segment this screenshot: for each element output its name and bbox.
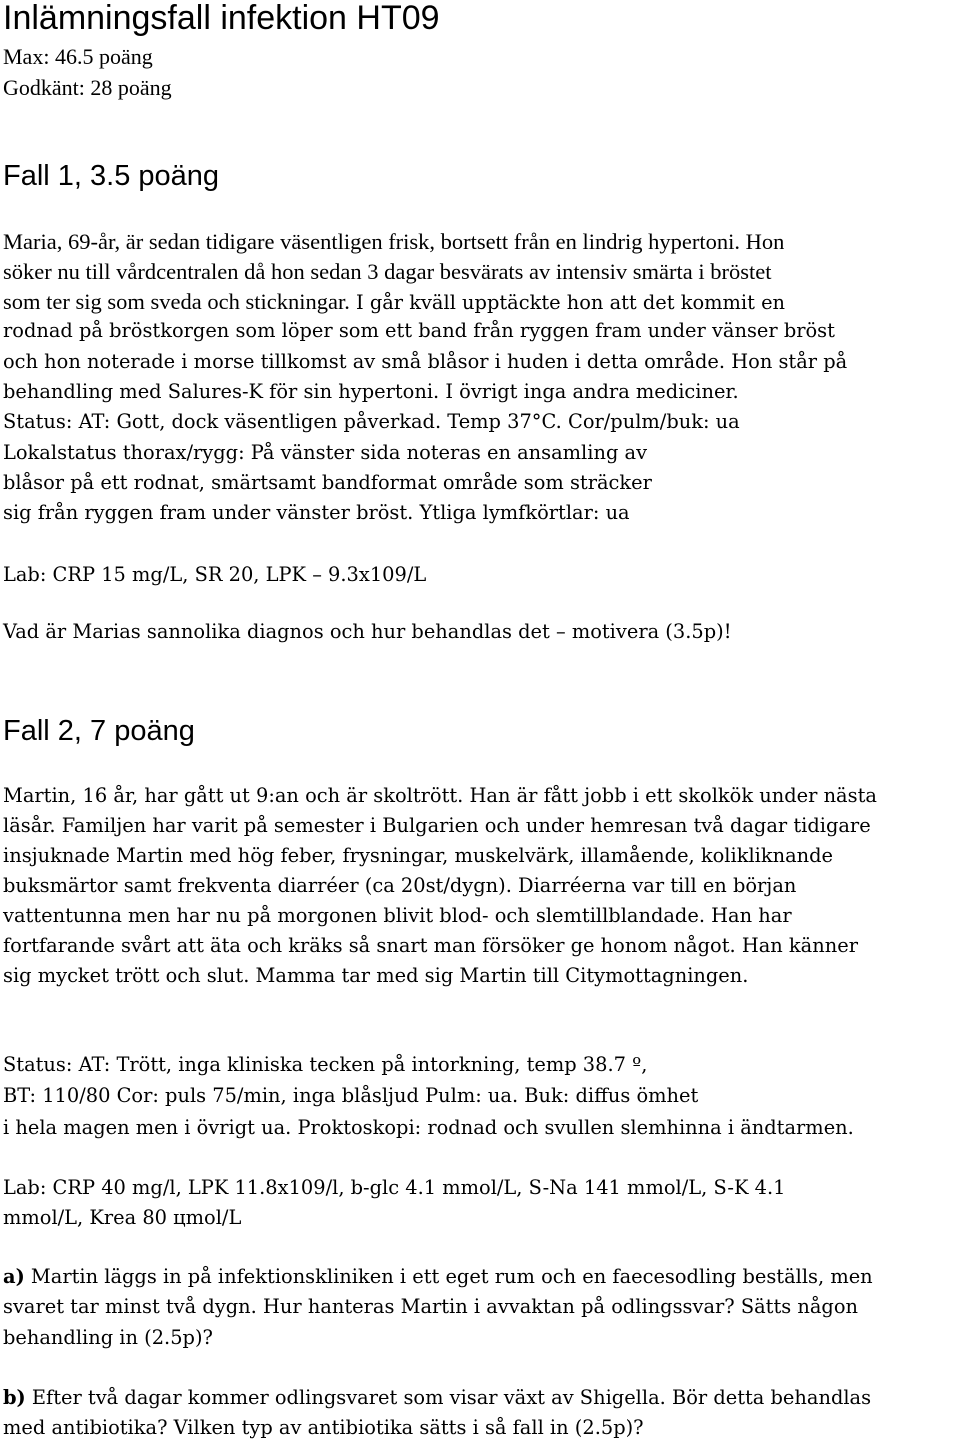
case1-mixed-line bbox=[3, 291, 785, 314]
case2-question-b-line: med antibiotika? Vilken typ av antibiotika sätts i så fall in (2.5p)? bbox=[3, 1416, 644, 1439]
case1-lab: Lab: CRP 15 mg/L, SR 20, LPK – 9.3x109/L bbox=[3, 563, 427, 586]
case2-intro-line: buksmärtor samt frekventa diarréer (ca 20st/dygn). Diarréerna var till en början bbox=[3, 874, 797, 897]
case2-question-a-line bbox=[3, 1267, 873, 1286]
case2-intro-line: vattentunna men har nu på morgonen blivit blod- och slemtillblandade. Han har bbox=[3, 904, 792, 927]
case2-question-b-line bbox=[3, 1388, 871, 1407]
question-a-text: Martin läggs in på infektionskliniken i ett eget rum och en faecesodling beställs, men bbox=[24, 1265, 873, 1288]
question-b-text: Efter två dagar kommer odlingsvaret som visar växt av Shigella. Bör detta behandlas bbox=[25, 1386, 872, 1409]
question-b-label: b) bbox=[3, 1386, 26, 1409]
case1-question: Vad är Marias sannolika diagnos och hur behandlas det – motivera (3.5p)! bbox=[3, 620, 732, 643]
case2-intro-line: Martin, 16 år, har gått ut 9:an och är skoltrött. Han är fått jobb i ett skolkök under nästa bbox=[3, 784, 877, 807]
pass-points: Godkänt: 28 poäng bbox=[3, 75, 172, 100]
case1-local-status-line: blåsor på ett rodnat, smärtsamt bandformat område som sträcker bbox=[3, 471, 652, 494]
case2-question-a-line: behandling in (2.5p)? bbox=[3, 1326, 213, 1349]
case2-intro-line: läsår. Familjen har varit på semester i Bulgarien och under hemresan två dagar tidigare bbox=[3, 814, 871, 837]
case2-intro-line: fortfarande svårt att äta och kräks så snart man försöker ge honom något. Han känner bbox=[3, 934, 858, 957]
case1-heading: Fall 1, 3.5 poäng bbox=[3, 160, 220, 192]
case2-intro-line: sig mycket trött och slut. Mamma tar med sig Martin till Citymottagningen. bbox=[3, 964, 749, 987]
case2-status-line: BT: 110/80 Cor: puls 75/min, inga blåsljud Pulm: ua. Buk: diffus ömhet bbox=[3, 1084, 699, 1107]
case1-local-status-line: Lokalstatus thorax/rygg: På vänster sida noteras en ansamling av bbox=[3, 441, 648, 464]
case2-heading: Fall 2, 7 poäng bbox=[3, 715, 195, 747]
case2-status-line: i hela magen men i övrigt ua. Proktoskopi: rodnad och svullen slemhinna i ändtarmen. bbox=[3, 1116, 854, 1139]
document-title: Inlämningsfall infektion HT09 bbox=[3, 0, 440, 37]
case2-question-a-line: svaret tar minst två dygn. Hur hanteras Martin i avvaktan på odlingssvar? Sätts någon bbox=[3, 1295, 859, 1318]
case1-status-line: Status: AT: Gott, dock väsentligen påverkad. Temp 37°C. Cor/pulm/buk: ua bbox=[3, 410, 740, 433]
max-points: Max: 46.5 poäng bbox=[3, 44, 153, 69]
case1-text-line: behandling med Salures-K för sin hypertoni. I övrigt inga andra mediciner. bbox=[3, 380, 739, 403]
case1-intro-line: söker nu till vårdcentralen då hon sedan 3 dagar besvärats av intensiv smärta i bröstet bbox=[3, 259, 772, 284]
case1-text-line: rodnad på bröstkorgen som löper som ett band från ryggen fram under vänser bröst bbox=[3, 319, 835, 342]
case1-text-line: och hon noterade i morse tillkomst av små blåsor i huden i detta område. Hon står på bbox=[3, 350, 848, 373]
case1-line3-serif: som ter sig som sveda och stickningar. bbox=[3, 289, 350, 314]
case2-intro-line: insjuknade Martin med hög feber, frysningar, muskelvärk, illamående, kolikliknande bbox=[3, 844, 834, 867]
case1-line3-body: I går kväll upptäckte hon att det kommit en bbox=[349, 291, 786, 314]
case2-status-line: Status: AT: Trött, inga kliniska tecken på intorkning, temp 38.7 º, bbox=[3, 1053, 648, 1076]
case2-lab-line: Lab: CRP 40 mg/l, LPK 11.8x109/l, b-glc 4.1 mmol/L, S-Na 141 mmol/L, S-K 4.1 bbox=[3, 1176, 786, 1199]
case1-intro-line: Maria, 69-år, är sedan tidigare väsentligen frisk, bortsett från en lindrig hypertoni. Hon bbox=[3, 229, 785, 254]
question-a-label: a) bbox=[3, 1265, 25, 1288]
case2-lab-line: mmol/L, Krea 80 цmol/L bbox=[3, 1206, 242, 1229]
case1-local-status-line: sig från ryggen fram under vänster bröst. Ytliga lymfkörtlar: ua bbox=[3, 501, 630, 524]
